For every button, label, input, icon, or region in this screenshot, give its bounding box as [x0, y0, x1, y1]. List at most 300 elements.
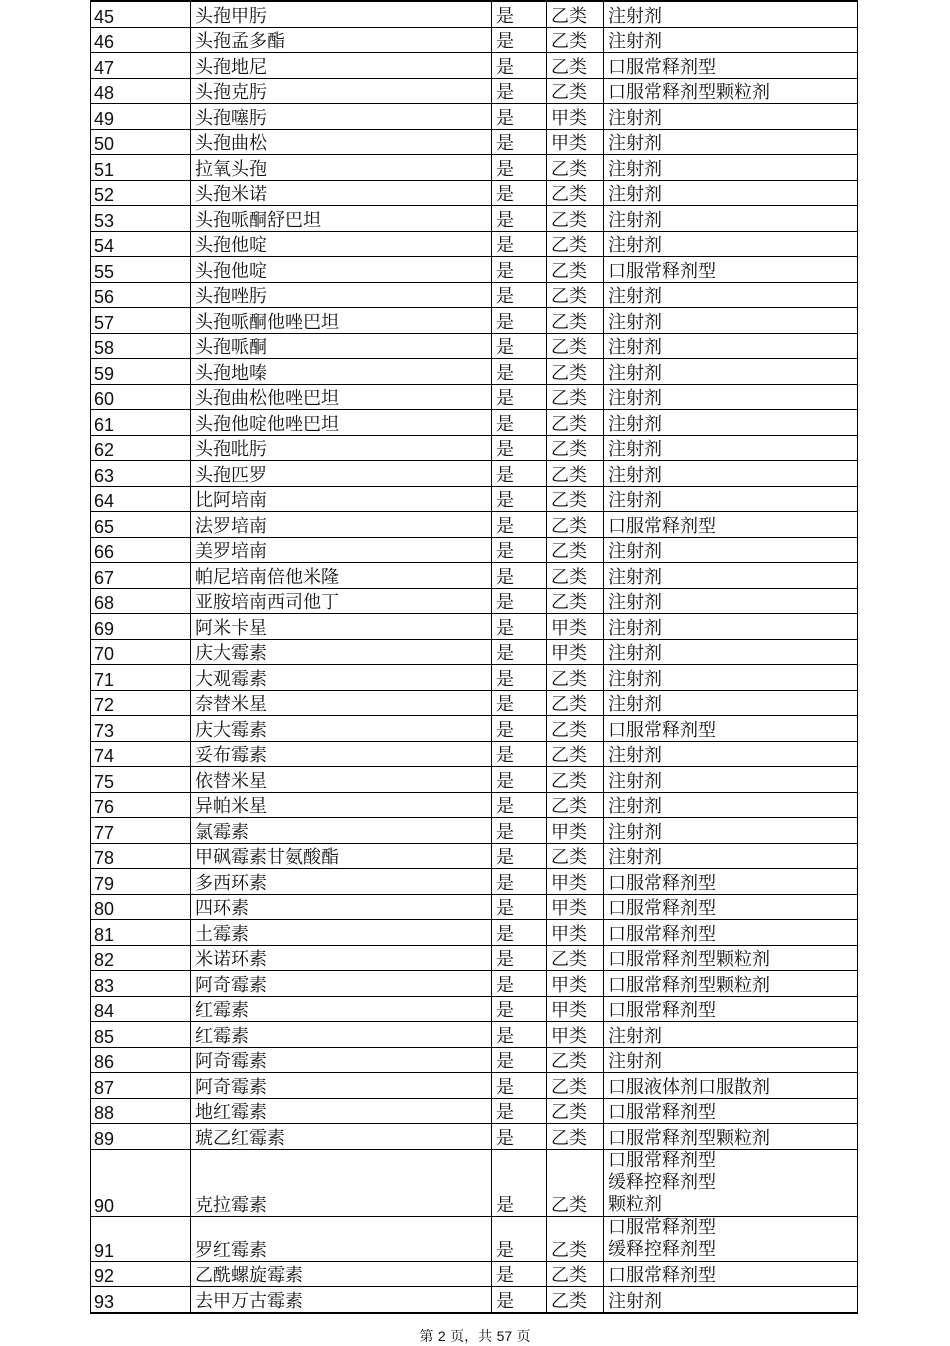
drug-name-cell: 头孢吡肟 [191, 435, 492, 461]
row-number-cell: 68 [91, 588, 191, 614]
drug-name-cell: 阿奇霉素 [191, 971, 492, 997]
dosage-form-cell [604, 690, 858, 716]
dosage-form-line: 注射剂 [608, 821, 662, 843]
row-number-cell: 66 [91, 537, 191, 563]
table-row [91, 920, 858, 946]
drug-name-cell: 头孢哌酮舒巴坦 [191, 206, 492, 232]
category-cell: 乙类 [547, 53, 604, 79]
table-row [91, 257, 858, 283]
category-cell: 乙类 [547, 588, 604, 614]
table-row [91, 180, 858, 206]
drug-name-cell: 头孢地嗪 [191, 359, 492, 385]
row-number-cell: 83 [91, 971, 191, 997]
table-row [91, 996, 858, 1022]
dosage-form-line: 注射剂 [608, 439, 662, 460]
dosage-form-cell [604, 410, 858, 436]
category-cell: 甲类 [547, 920, 604, 946]
dosage-form-line: 注射剂 [608, 133, 662, 154]
table-row [91, 1149, 858, 1216]
dosage-form-line: 注射剂 [608, 413, 662, 435]
drug-name-cell: 阿奇霉素 [191, 1047, 492, 1073]
table-row [91, 231, 858, 257]
dosage-form-line: 注射剂 [608, 235, 662, 256]
row-number-cell: 88 [91, 1098, 191, 1124]
covered-cell: 是 [492, 308, 547, 334]
dosage-form-line: 注射剂 [608, 490, 662, 511]
dosage-form-line: 口服常释剂型颗粒剂 [608, 974, 770, 996]
dosage-form-cell [604, 971, 858, 997]
dosage-form-cell [604, 869, 858, 895]
dosage-form-line: 口服常释剂型 [608, 719, 716, 741]
dosage-form-cell [604, 1261, 858, 1287]
table-row [91, 1073, 858, 1099]
dosage-form-line: 注射剂 [608, 617, 662, 639]
row-number-cell: 87 [91, 1073, 191, 1099]
table-row [91, 690, 858, 716]
covered-cell: 是 [492, 767, 547, 793]
drug-name-cell: 头孢哌酮他唑巴坦 [191, 308, 492, 334]
row-number-cell: 80 [91, 894, 191, 920]
covered-cell: 是 [492, 27, 547, 53]
dosage-form-line: 注射剂 [608, 158, 662, 180]
dosage-form-cell [604, 53, 858, 79]
dosage-form-line: 注射剂 [608, 1051, 662, 1072]
drug-name-cell: 头孢他啶 [191, 257, 492, 283]
covered-cell: 是 [492, 741, 547, 767]
dosage-form-line: 注射剂 [608, 668, 662, 690]
dosage-form-cell [604, 333, 858, 359]
covered-cell: 是 [492, 257, 547, 283]
category-cell: 乙类 [547, 486, 604, 512]
dosage-form-cell [604, 1149, 858, 1216]
row-number-cell: 85 [91, 1022, 191, 1048]
row-number-cell: 47 [91, 53, 191, 79]
row-number-cell: 69 [91, 614, 191, 640]
drug-name-cell: 法罗培南 [191, 512, 492, 538]
covered-cell: 是 [492, 690, 547, 716]
page-footer [0, 1326, 950, 1346]
row-number-cell: 53 [91, 206, 191, 232]
covered-cell: 是 [492, 818, 547, 844]
dosage-form-line: 注射剂 [608, 541, 662, 562]
category-cell: 乙类 [547, 512, 604, 538]
table-row [91, 78, 858, 104]
covered-cell: 是 [492, 1047, 547, 1073]
dosage-form-line: 注射剂 [608, 643, 662, 664]
dosage-form-line: 口服常释剂型 [608, 1265, 716, 1286]
dosage-form-line: 注射剂 [608, 796, 662, 817]
row-number-cell: 84 [91, 996, 191, 1022]
category-cell: 乙类 [547, 843, 604, 869]
row-number-cell: 51 [91, 155, 191, 181]
dosage-form-cell [604, 129, 858, 155]
row-number-cell: 52 [91, 180, 191, 206]
drug-name-cell: 米诺环素 [191, 945, 492, 971]
covered-cell: 是 [492, 53, 547, 79]
dosage-form-cell [604, 614, 858, 640]
dosage-form-cell [604, 257, 858, 283]
table-row [91, 537, 858, 563]
footer-middle: 页，共 [450, 1329, 493, 1345]
covered-cell: 是 [492, 537, 547, 563]
table-row [91, 869, 858, 895]
category-cell: 甲类 [547, 996, 604, 1022]
category-cell: 乙类 [547, 78, 604, 104]
table-row [91, 512, 858, 538]
drug-name-cell: 罗红霉素 [191, 1216, 492, 1261]
row-number-cell: 49 [91, 104, 191, 130]
table-row [91, 155, 858, 181]
drug-name-cell: 氯霉素 [191, 818, 492, 844]
covered-cell: 是 [492, 282, 547, 308]
dosage-form-cell [604, 1287, 858, 1313]
footer-suffix: 页 [516, 1329, 531, 1345]
drug-name-cell: 比阿培南 [191, 486, 492, 512]
dosage-form-line: 口服常释剂型 [608, 515, 716, 537]
category-cell: 乙类 [547, 410, 604, 436]
dosage-form-line: 口服常释剂型颗粒剂 [608, 1127, 770, 1149]
dosage-form-line: 注射剂 [608, 1025, 662, 1047]
table-row [91, 818, 858, 844]
dosage-form-line: 缓释控释剂型 [608, 1171, 716, 1193]
dosage-form-cell [604, 1216, 858, 1261]
dosage-form-cell [604, 920, 858, 946]
category-cell: 乙类 [547, 665, 604, 691]
covered-cell: 是 [492, 843, 547, 869]
dosage-form-cell [604, 1047, 858, 1073]
dosage-form-line: 注射剂 [608, 388, 662, 409]
covered-cell: 是 [492, 384, 547, 410]
dosage-form-line: 注射剂 [608, 184, 662, 205]
dosage-form-cell [604, 665, 858, 691]
dosage-form-line: 口服常释剂型 [608, 1216, 716, 1238]
covered-cell: 是 [492, 920, 547, 946]
category-cell: 甲类 [547, 971, 604, 997]
row-number-cell: 64 [91, 486, 191, 512]
footer-total-pages: 57 [496, 1328, 513, 1344]
row-number-cell: 90 [91, 1149, 191, 1216]
covered-cell: 是 [492, 639, 547, 665]
table-row [91, 614, 858, 640]
category-cell: 乙类 [547, 1216, 604, 1261]
row-number-cell: 77 [91, 818, 191, 844]
category-cell: 乙类 [547, 537, 604, 563]
drug-name-cell: 四环素 [191, 894, 492, 920]
dosage-form-cell [604, 945, 858, 971]
covered-cell: 是 [492, 996, 547, 1022]
row-number-cell: 63 [91, 461, 191, 487]
drug-name-cell: 头孢唑肟 [191, 282, 492, 308]
row-number-cell: 62 [91, 435, 191, 461]
drug-name-cell: 庆大霉素 [191, 716, 492, 742]
drug-name-cell: 阿米卡星 [191, 614, 492, 640]
table-row [91, 461, 858, 487]
dosage-form-cell [604, 180, 858, 206]
category-cell: 甲类 [547, 869, 604, 895]
drug-name-cell: 头孢孟多酯 [191, 27, 492, 53]
category-cell: 乙类 [547, 741, 604, 767]
footer-prefix: 第 [419, 1329, 434, 1345]
table-row [91, 716, 858, 742]
row-number-cell: 76 [91, 792, 191, 818]
dosage-form-line: 注射剂 [608, 286, 662, 307]
category-cell: 乙类 [547, 767, 604, 793]
drug-name-cell: 甲砜霉素甘氨酸酯 [191, 843, 492, 869]
covered-cell: 是 [492, 206, 547, 232]
covered-cell: 是 [492, 1022, 547, 1048]
footer-current-page: 2 [437, 1328, 446, 1344]
drug-name-cell: 奈替米星 [191, 690, 492, 716]
drug-name-cell: 头孢地尼 [191, 53, 492, 79]
category-cell: 乙类 [547, 384, 604, 410]
covered-cell: 是 [492, 588, 547, 614]
row-number-cell: 75 [91, 767, 191, 793]
table-row [91, 971, 858, 997]
row-number-cell: 58 [91, 333, 191, 359]
dosage-form-line: 注射剂 [608, 1290, 662, 1312]
table-row [91, 333, 858, 359]
row-number-cell: 61 [91, 410, 191, 436]
table-row [91, 1261, 858, 1287]
row-number-cell: 92 [91, 1261, 191, 1287]
dosage-form-cell [604, 767, 858, 793]
dosage-form-line: 注射剂 [608, 107, 662, 129]
dosage-form-cell [604, 894, 858, 920]
row-number-cell: 82 [91, 945, 191, 971]
dosage-form-line: 注射剂 [608, 592, 662, 613]
table-row [91, 27, 858, 53]
dosage-form-cell [604, 792, 858, 818]
table-row [91, 1124, 858, 1150]
drug-name-cell: 克拉霉素 [191, 1149, 492, 1216]
dosage-form-line: 注射剂 [608, 694, 662, 715]
dosage-form-line: 口服常释剂型 [608, 56, 716, 78]
dosage-form-cell [604, 537, 858, 563]
row-number-cell: 93 [91, 1287, 191, 1313]
covered-cell: 是 [492, 1, 547, 27]
dosage-form-cell [604, 741, 858, 767]
covered-cell: 是 [492, 563, 547, 589]
covered-cell: 是 [492, 155, 547, 181]
category-cell: 乙类 [547, 333, 604, 359]
dosage-form-line: 注射剂 [608, 745, 662, 766]
dosage-form-cell [604, 282, 858, 308]
covered-cell: 是 [492, 104, 547, 130]
dosage-form-cell [604, 308, 858, 334]
drug-name-cell: 地红霉素 [191, 1098, 492, 1124]
drug-list-table [90, 0, 858, 1314]
table-row [91, 282, 858, 308]
dosage-form-cell [604, 843, 858, 869]
drug-name-cell: 庆大霉素 [191, 639, 492, 665]
drug-name-cell: 头孢匹罗 [191, 461, 492, 487]
drug-name-cell: 依替米星 [191, 767, 492, 793]
drug-name-cell: 头孢米诺 [191, 180, 492, 206]
table-row [91, 588, 858, 614]
dosage-form-line: 口服常释剂型颗粒剂 [608, 949, 770, 970]
table-row [91, 129, 858, 155]
dosage-form-line: 注射剂 [608, 566, 662, 588]
dosage-form-cell [604, 486, 858, 512]
table-row [91, 104, 858, 130]
row-number-cell: 59 [91, 359, 191, 385]
dosage-form-line: 口服常释剂型 [608, 923, 716, 945]
table-row [91, 639, 858, 665]
covered-cell: 是 [492, 231, 547, 257]
covered-cell: 是 [492, 869, 547, 895]
covered-cell: 是 [492, 614, 547, 640]
covered-cell: 是 [492, 1216, 547, 1261]
covered-cell: 是 [492, 435, 547, 461]
dosage-form-cell [604, 1022, 858, 1048]
dosage-form-line: 口服常释剂型 [608, 260, 716, 282]
covered-cell: 是 [492, 129, 547, 155]
table-row [91, 384, 858, 410]
table-row [91, 1098, 858, 1124]
covered-cell: 是 [492, 665, 547, 691]
table-row [91, 359, 858, 385]
dosage-form-line: 注射剂 [608, 311, 662, 333]
dosage-form-cell [604, 384, 858, 410]
dosage-form-line: 口服常释剂型 [608, 872, 716, 894]
table-row [91, 843, 858, 869]
row-number-cell: 89 [91, 1124, 191, 1150]
table-row [91, 308, 858, 334]
dosage-form-cell [604, 818, 858, 844]
drug-name-cell: 红霉素 [191, 1022, 492, 1048]
category-cell: 乙类 [547, 206, 604, 232]
drug-name-cell: 乙酰螺旋霉素 [191, 1261, 492, 1287]
drug-name-cell: 妥布霉素 [191, 741, 492, 767]
drug-name-cell: 头孢他啶 [191, 231, 492, 257]
drug-name-cell: 红霉素 [191, 996, 492, 1022]
covered-cell: 是 [492, 945, 547, 971]
category-cell: 乙类 [547, 945, 604, 971]
table-row [91, 665, 858, 691]
drug-name-cell: 琥乙红霉素 [191, 1124, 492, 1150]
drug-name-cell: 头孢他啶他唑巴坦 [191, 410, 492, 436]
table-row [91, 486, 858, 512]
category-cell: 乙类 [547, 155, 604, 181]
table-row [91, 945, 858, 971]
dosage-form-line: 口服液体剂口服散剂 [608, 1076, 770, 1098]
row-number-cell: 79 [91, 869, 191, 895]
dosage-form-cell [604, 512, 858, 538]
category-cell: 甲类 [547, 818, 604, 844]
category-cell: 乙类 [547, 690, 604, 716]
dosage-form-cell [604, 27, 858, 53]
dosage-form-line: 口服常释剂型 [608, 1102, 716, 1123]
drug-name-cell: 土霉素 [191, 920, 492, 946]
category-cell: 乙类 [547, 1149, 604, 1216]
drug-name-cell: 异帕米星 [191, 792, 492, 818]
dosage-form-line: 颗粒剂 [608, 1193, 662, 1215]
covered-cell: 是 [492, 716, 547, 742]
drug-name-cell: 拉氧头孢 [191, 155, 492, 181]
category-cell: 乙类 [547, 563, 604, 589]
dosage-form-cell [604, 588, 858, 614]
covered-cell: 是 [492, 486, 547, 512]
table-row [91, 767, 858, 793]
table-body [91, 1, 858, 1313]
row-number-cell: 73 [91, 716, 191, 742]
row-number-cell: 70 [91, 639, 191, 665]
category-cell: 乙类 [547, 282, 604, 308]
covered-cell: 是 [492, 1287, 547, 1313]
covered-cell: 是 [492, 1098, 547, 1124]
table-row [91, 435, 858, 461]
dosage-form-cell [604, 996, 858, 1022]
row-number-cell: 71 [91, 665, 191, 691]
dosage-form-cell [604, 1, 858, 27]
row-number-cell: 72 [91, 690, 191, 716]
dosage-form-cell [604, 716, 858, 742]
table-row [91, 741, 858, 767]
table-row [91, 894, 858, 920]
covered-cell: 是 [492, 333, 547, 359]
category-cell: 乙类 [547, 1261, 604, 1287]
row-number-cell: 81 [91, 920, 191, 946]
drug-name-cell: 阿奇霉素 [191, 1073, 492, 1099]
dosage-form-line: 注射剂 [608, 337, 662, 358]
row-number-cell: 91 [91, 1216, 191, 1261]
dosage-form-cell [604, 206, 858, 232]
category-cell: 乙类 [547, 716, 604, 742]
dosage-form-line: 口服常释剂型 [608, 1000, 716, 1021]
dosage-form-line: 口服常释剂型颗粒剂 [608, 82, 770, 103]
drug-name-cell: 头孢曲松他唑巴坦 [191, 384, 492, 410]
category-cell: 乙类 [547, 257, 604, 283]
category-cell: 乙类 [547, 461, 604, 487]
dosage-form-cell [604, 1073, 858, 1099]
category-cell: 甲类 [547, 614, 604, 640]
category-cell: 乙类 [547, 1287, 604, 1313]
drug-name-cell: 亚胺培南西司他丁 [191, 588, 492, 614]
table-row [91, 792, 858, 818]
dosage-form-line: 缓释控释剂型 [608, 1238, 716, 1260]
covered-cell: 是 [492, 894, 547, 920]
dosage-form-line: 注射剂 [608, 209, 662, 231]
dosage-form-cell [604, 231, 858, 257]
row-number-cell: 56 [91, 282, 191, 308]
category-cell: 甲类 [547, 1022, 604, 1048]
category-cell: 乙类 [547, 308, 604, 334]
category-cell: 乙类 [547, 359, 604, 385]
dosage-form-line: 注射剂 [608, 31, 662, 52]
drug-name-cell: 去甲万古霉素 [191, 1287, 492, 1313]
covered-cell: 是 [492, 1073, 547, 1099]
dosage-form-cell [604, 639, 858, 665]
category-cell: 乙类 [547, 1073, 604, 1099]
drug-name-cell: 多西环素 [191, 869, 492, 895]
dosage-form-cell [604, 104, 858, 130]
covered-cell: 是 [492, 78, 547, 104]
row-number-cell: 65 [91, 512, 191, 538]
dosage-form-cell [604, 1124, 858, 1150]
dosage-form-cell [604, 155, 858, 181]
drug-name-cell: 头孢哌酮 [191, 333, 492, 359]
table-row [91, 410, 858, 436]
covered-cell: 是 [492, 180, 547, 206]
row-number-cell: 74 [91, 741, 191, 767]
row-number-cell: 48 [91, 78, 191, 104]
dosage-form-cell [604, 78, 858, 104]
table-row [91, 53, 858, 79]
row-number-cell: 67 [91, 563, 191, 589]
category-cell: 乙类 [547, 1, 604, 27]
table-row [91, 1, 858, 27]
row-number-cell: 78 [91, 843, 191, 869]
